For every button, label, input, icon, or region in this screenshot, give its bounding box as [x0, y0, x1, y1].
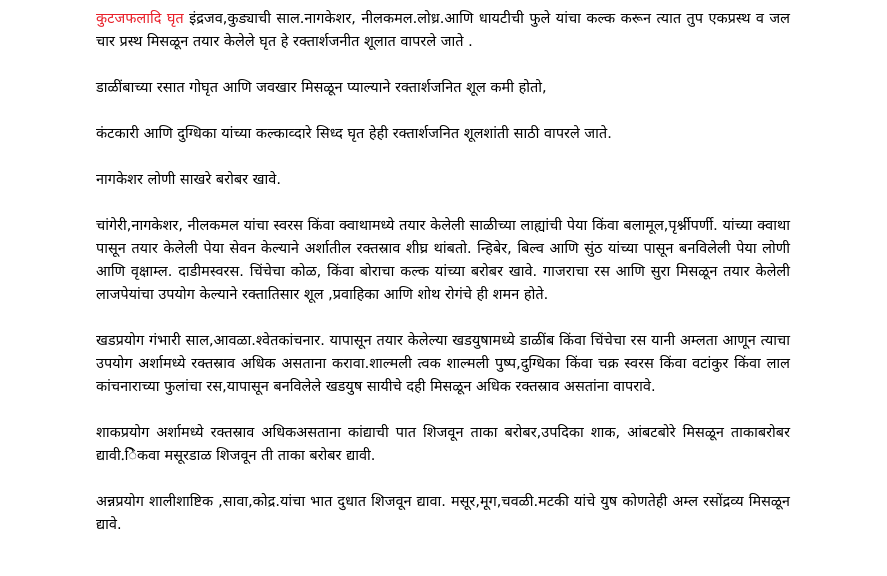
- paragraph-text: चांगेरी,नागकेशर, नीलकमल यांचा स्वरस किंवा क्वाथामध्ये तयार केलेली साळीच्या लाह्यांची पेया किंवा बलामूल,पृर्श्नीपर्णी. यांच्या क्वाथा पासून तयार केलेली पेया सेवन केल्याने अर्शातील रक्तस्राव शीघ्र थांबतो. न्हिबेर, बिल्व आणि सुंठ यांच्या पासून बनविलेली पेया लोणी आणि वृक्षाम्ल. दाडीमस्वरस. चिंचेचा कोळ, किंवा बोराचा कल्क यांच्या बरोबर खावे. गाजराचा रस आणि सुरा मिसळून तयार केलेली लाजपेयांचा उपयोग केल्याने रक्तातिसार शूल ,प्रवाहिका आणि शोथ रोगंचे ही शमन होते.: [96, 218, 790, 303]
- paragraph-shak-prayog: [96, 422, 790, 468]
- paragraph-nagkeshar-butter: [96, 169, 790, 192]
- paragraph-changeri-peya: [96, 215, 790, 307]
- paragraph-text: शाकप्रयोग अर्शामध्ये रक्तस्राव अधिकअसताना कांद्याची पात शिजवून ताका बरोबर,उपदिका शाक, आंबटबोरे मिसळून ताकाबरोबर द्यावी.ेिकवा मसूरडाळ शिजवून ती ताका बरोबर द्यावी.: [96, 425, 790, 464]
- paragraph-kutajaphaladi-ghrita: [96, 8, 790, 54]
- paragraph-text: कंटकारी आणि दुग्धिका यांच्या कल्काव्दारे सिध्द घृत हेही रक्तार्शजनित शूलशांती साठी वापरले जाते.: [96, 126, 612, 142]
- recipe-name-highlight: कुटजफलादि घृत: [96, 11, 184, 27]
- paragraph-pomegranate-juice: [96, 77, 790, 100]
- paragraph-text: अन्नप्रयोग शालीशाष्टिक ,सावा,कोद्र.यांचा भात दुधात शिजवून द्यावा. मसूर,मूग,चवळी.मटकी यांचे युष कोणतेही अम्ल रसाेंद्रव्य मिसळून द्यावे.: [96, 494, 790, 533]
- document-body: [96, 8, 790, 537]
- paragraph-anna-prayog: [96, 491, 790, 537]
- paragraph-kantakari-ghrita: [96, 123, 790, 146]
- paragraph-text: इंद्रजव,कुड्याची साल.नागकेशर, नीलकमल.लोध्र.आणि धायटीची फुले यांचा कल्क करून त्यात तुप एकप्रस्थ व जल चार प्रस्थ मिसळून तयार केलेले घृत हे रक्तार्शजनीत शूलात वापरले जाते .: [96, 11, 790, 50]
- paragraph-khad-prayog: [96, 330, 790, 399]
- paragraph-text: डाळींबाच्या रसात गोघृत आणि जवखार मिसळून प्याल्याने रक्तार्शजनित शूल कमी होतो,: [96, 80, 547, 96]
- paragraph-text: खडप्रयोग गंभारी साल,आवळा.श्वेतकांचनार. यापासून तयार केलेल्या खडयुषामध्ये डाळींब किंवा चिंचेचा रस यानी अम्लता आणून त्याचा उपयोग अर्शामध्ये रक्तस्राव अधिक असताना करावा.शाल्मली त्वक शाल्मली पुष्प,दुग्धिका किंवा चक्र स्वरस किंवा वटांकुर किंवा लाल कांचनाराच्या फुलांचा रस,यापासून बनविलेले खडयुष सायीचे दही मिसळून अधिक रक्तस्राव असतांना वापरावे.: [96, 333, 790, 395]
- paragraph-text: नागकेशर लोणी साखरे बरोबर खावे.: [96, 172, 281, 188]
